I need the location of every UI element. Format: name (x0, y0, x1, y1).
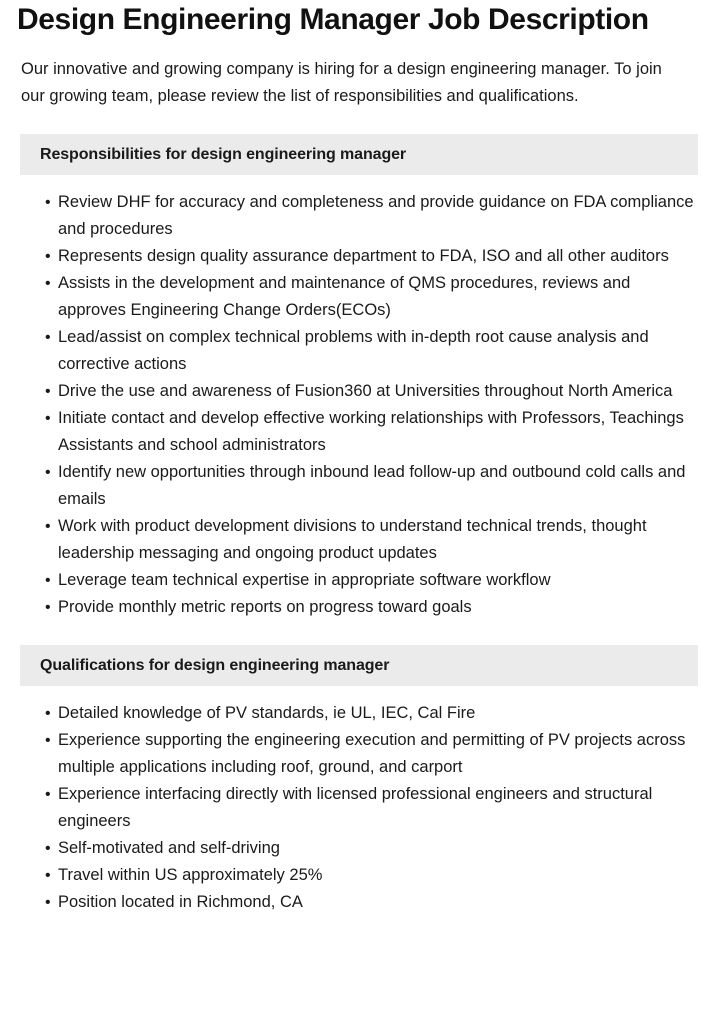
section-header-qualifications (20, 645, 698, 686)
list-item: • Provide monthly metric reports on progress toward goals (58, 594, 702, 621)
list-item: • Detailed knowledge of PV standards, ie UL, IEC, Cal Fire (58, 700, 702, 727)
list-item: • Initiate contact and develop effective working relationships with Professors, Teachings Assistants and school administrators (58, 405, 702, 459)
list-item: • Lead/assist on complex technical problems with in-depth root cause analysis and corrective actions (58, 324, 702, 378)
qualifications-list (0, 700, 720, 916)
list-item: • Travel within US approximately 25% (58, 862, 702, 889)
list-item: • Position located in Richmond, CA (58, 889, 702, 916)
section-heading-label: Qualifications for design engineering manager (40, 656, 390, 674)
page-title: Design Engineering Manager Job Description (17, 3, 649, 36)
list-item: • Experience interfacing directly with licensed professional engineers and structural engineers (58, 781, 702, 835)
list-item: • Identify new opportunities through inbound lead follow-up and outbound cold calls and emails (58, 459, 702, 513)
list-item: • Work with product development divisions to understand technical trends, thought leadership messaging and ongoing product updates (58, 513, 702, 567)
list-item: • Leverage team technical expertise in appropriate software workflow (58, 567, 702, 594)
section-header-responsibilities (20, 134, 698, 175)
list-item: • Represents design quality assurance department to FDA, ISO and all other auditors (58, 243, 702, 270)
list-item: • Assists in the development and maintenance of QMS procedures, reviews and approves Engineering Change Orders(ECOs) (58, 270, 702, 324)
list-item: • Review DHF for accuracy and completeness and provide guidance on FDA compliance and procedures (58, 189, 702, 243)
section-heading-label: Responsibilities for design engineering manager (40, 145, 407, 163)
intro-paragraph: Our innovative and growing company is hiring for a design engineering manager. To join our growing team, please review the list of responsibilities and qualifications. (21, 60, 662, 105)
list-item: • Self-motivated and self-driving (58, 835, 702, 862)
list-item: • Drive the use and awareness of Fusion360 at Universities throughout North America (58, 378, 702, 405)
responsibilities-list (0, 189, 720, 621)
list-item: • Experience supporting the engineering execution and permitting of PV projects across multiple applications including roof, ground, and carport (58, 727, 702, 781)
